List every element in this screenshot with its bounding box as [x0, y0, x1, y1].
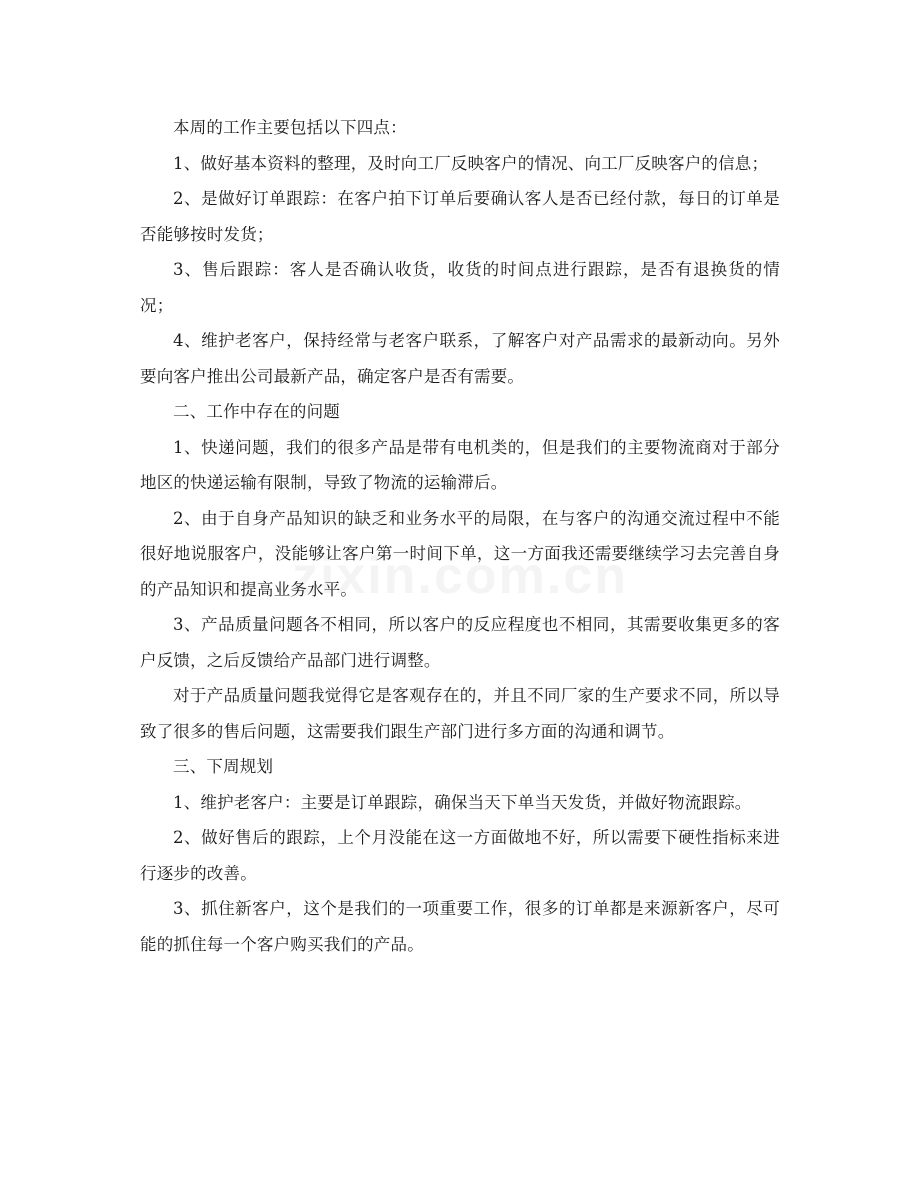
list-item: 1、快递问题，我们的很多产品是带有电机类的，但是我们的主要物流商对于部分地区的快递运输有限制，导致了物流的运输滞后。 [140, 437, 780, 492]
list-item: 4、维护老客户，保持经常与老客户联系，了解客户对产品需求的最新动向。另外要向客户推出公司最新产品，确定客户是否有需要。 [140, 331, 780, 386]
body-paragraph: 对于产品质量问题我觉得它是客观存在的，并且不同厂家的生产要求不同，所以导致了很多的售后问题，这需要我们跟生产部门进行多方面的沟通和调节。 [140, 686, 780, 741]
list-item: 2、做好售后的跟踪，上个月没能在这一方面做地不好，所以需要下硬性指标来进行逐步的改善。 [140, 828, 780, 883]
list-item: 3、产品质量问题各不相同，所以客户的反应程度也不相同，其需要收集更多的客户反馈，之后反馈给产品部门进行调整。 [140, 615, 780, 670]
section-heading: 二、工作中存在的问题 [173, 402, 340, 421]
section-heading: 三、下周规划 [173, 757, 274, 776]
list-item: 1、做好基本资料的整理，及时向工厂反映客户的情况、向工厂反映客户的信息； [173, 153, 769, 173]
list-item: 2、是做好订单跟踪：在客户拍下订单后要确认客人是否已经付款，每日的订单是否能够按时发货； [140, 189, 780, 244]
list-item: 1、维护老客户：主要是订单跟踪，确保当天下单当天发货，并做好物流跟踪。 [173, 792, 752, 812]
list-item: 2、由于自身产品知识的缺乏和业务水平的局限，在与客户的沟通交流过程中不能很好地说服客户，没能够让客户第一时间下单，这一方面我还需要继续学习去完善自身的产品知识和提高业务水平。 [140, 508, 780, 599]
document-body [140, 110, 780, 962]
list-item: 3、抓住新客户，这个是我们的一项重要工作，很多的订单都是来源新客户，尽可能的抓住每一个客户购买我们的产品。 [140, 899, 780, 954]
intro-paragraph: 本周的工作主要包括以下四点： [173, 118, 407, 137]
list-item: 3、售后跟踪：客人是否确认收货，收货的时间点进行跟踪，是否有退换货的情况； [140, 260, 780, 315]
